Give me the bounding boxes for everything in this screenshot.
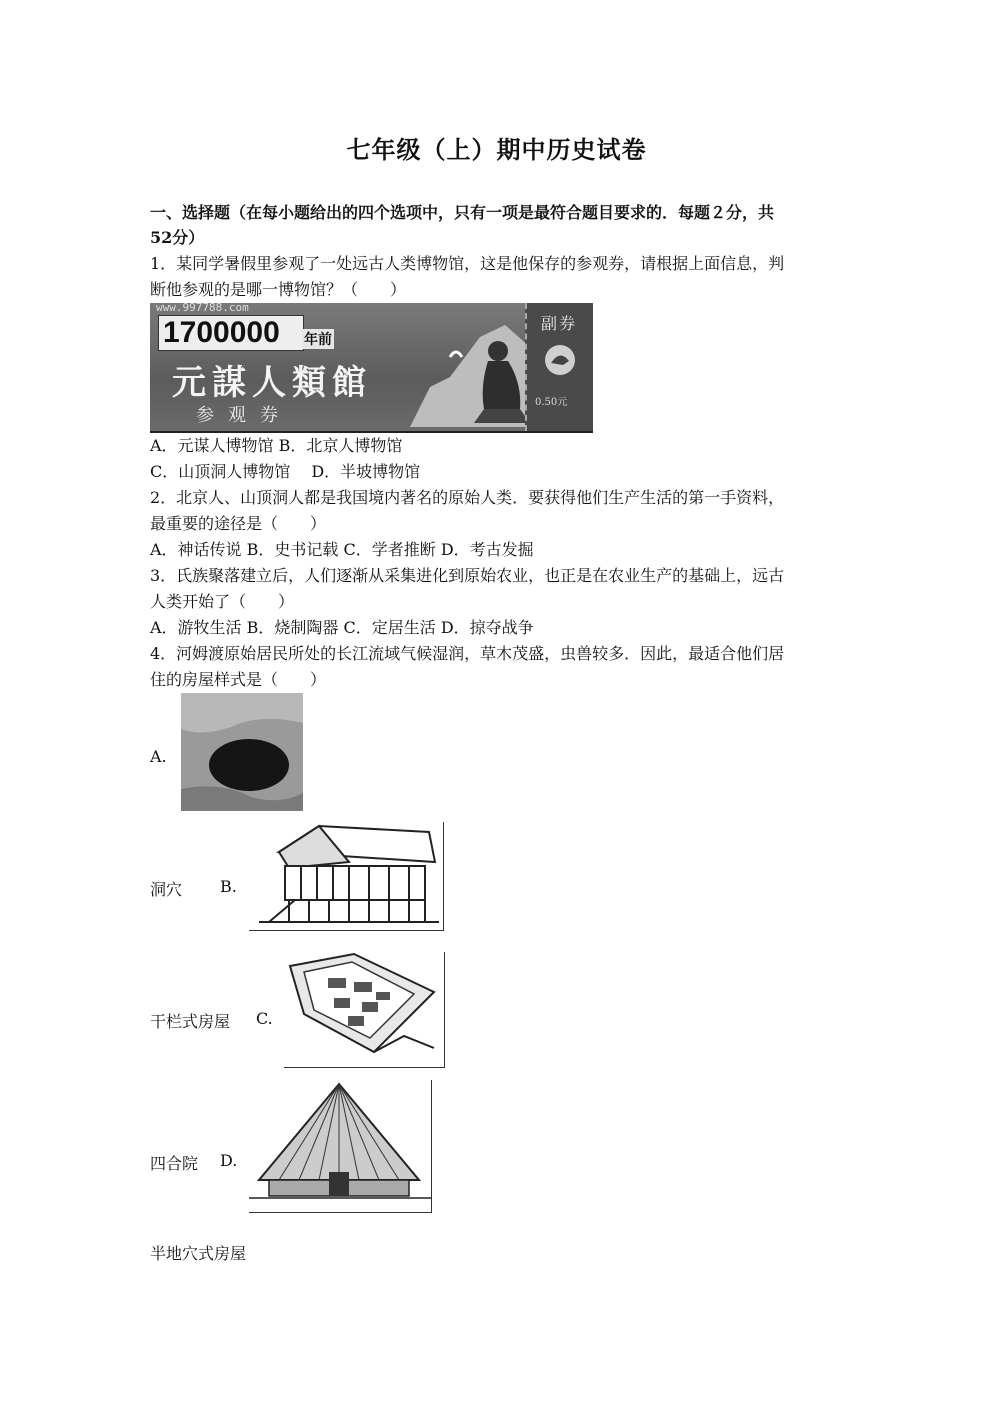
ticket-price: 0.50元 (535, 397, 568, 408)
q1-options-line2: C．山顶洞人博物馆 D．半坡博物馆 (150, 462, 421, 481)
ticket-stub (525, 303, 593, 431)
q4-option-c-letter: C. (256, 1009, 273, 1028)
q4-option-d-caption: 半地穴式房屋 (150, 1244, 247, 1263)
q4-option-a-caption: 洞穴 (150, 880, 183, 899)
q2-options: A．神话传说 B．史书记载 C．学者推断 D．考古发掘 (150, 540, 534, 559)
q4-stem-line2: 住的房屋样式是（ ） (150, 670, 327, 689)
ticket-year: 年前 (302, 329, 334, 349)
museum-ticket-image (150, 303, 593, 433)
page-title: 七年级（上）期中历史试卷 (346, 135, 647, 164)
section-heading-line2: 52分） (150, 228, 205, 247)
q3-stem-line2: 人类开始了（ ） (150, 592, 295, 611)
q4-option-c-caption: 四合院 (150, 1154, 199, 1173)
courtyard-house-image (284, 952, 445, 1068)
q4-option-d-letter: D. (220, 1151, 238, 1170)
q1-stem-line1: 1．某同学暑假里参观了一处远古人类博物馆，这是他保存的参观券，请根据上面信息，判 (150, 254, 785, 273)
stilt-house-icon (249, 822, 443, 930)
stilt-house-image (249, 822, 444, 931)
q3-stem-line1: 3．氏族聚落建立后，人们逐渐从采集进化到原始农业，也正是在农业生产的基础上，远古 (150, 566, 785, 585)
q2-stem-line2: 最重要的途径是（ ） (150, 514, 327, 533)
q4-option-a-letter: A. (150, 747, 167, 766)
q4-stem-line1: 4．河姆渡原始居民所处的长江流域气候湿润，草木茂盛，虫兽较多．因此，最适合他们居 (150, 644, 785, 663)
cave-icon (181, 693, 303, 811)
ticket-visit-label: 参观券 (196, 405, 292, 426)
q2-stem-line1: 2．北京人、山顶洞人都是我国境内著名的原始人类．要获得他们生产生活的第一手资料， (150, 488, 785, 507)
q3-options: A．游牧生活 B．烧制陶器 C．定居生活 D．掠夺战争 (150, 618, 534, 637)
thatched-hut-icon (249, 1080, 431, 1212)
thatched-hut-image (249, 1080, 432, 1213)
cave-image (181, 693, 303, 811)
q4-option-b-letter: B. (220, 877, 237, 896)
courtyard-house-icon (284, 952, 444, 1067)
q1-stem-line2: 断他参观的是哪一博物馆？（ ） (150, 280, 407, 299)
ticket-url: www.997788.com (156, 303, 249, 314)
ticket-number: 1700000 (158, 315, 304, 351)
ticket-museum-name: 元謀人類館 (172, 363, 372, 403)
q1-options-line1: A．元谋人博物馆 B．北京人博物馆 (150, 436, 403, 455)
ticket-stub-label: 副券 (541, 314, 578, 333)
bird-emblem-icon (543, 343, 577, 377)
section-heading-line1: 一、选择题（在每小题给出的四个选项中，只有一项是最符合题目要求的．每题２分，共 (150, 203, 775, 222)
q4-option-b-caption: 干栏式房屋 (150, 1012, 231, 1031)
